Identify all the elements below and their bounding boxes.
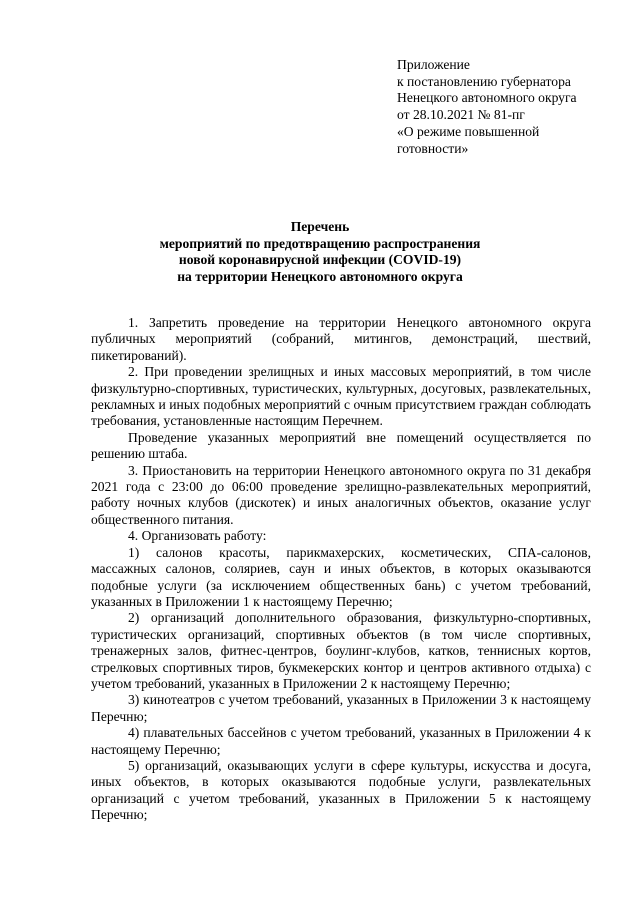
appendix-line: Приложение (397, 57, 470, 72)
list-item-1: 1) салонов красоты, парикмахерских, косметических, СПА-салонов, массажных салонов, соляриев, саун и иных объектов, в которых оказываются подобные услуги (за исключением общественных бань) с учетом требований, указанных в Приложении 1 к настоящему Перечню; (91, 544, 591, 609)
title-line: на территории Ненецкого автономного округа (177, 268, 463, 284)
appendix-line: готовности» (397, 140, 469, 156)
paragraph-4: 4. Организовать работу: (128, 528, 267, 544)
title-line: Перечень (290, 219, 350, 234)
appendix-line: от 28.10.2021 № 81-пг (397, 107, 525, 123)
appendix-line: Ненецкого автономного округа (397, 90, 577, 106)
title-line: новой коронавирусной инфекции (COVID-19) (178, 252, 462, 268)
list-item-5: 5) организаций, оказывающих услуги в сфере культуры, искусства и досуга, иных объектов, в которых оказываются подобные услуги, развлекательных организаций с учетом требований, указанных в Приложении 5 к настоящему Перечню; (91, 757, 591, 823)
list-item-3: 3) кинотеатров с учетом требований, указанных в Приложении 3 к настоящему Перечню; (91, 692, 591, 724)
appendix-line: к постановлению губернатора (397, 73, 571, 89)
paragraph-3: 3. Приостановить на территории Ненецкого автономного округа по 31 декабря 2021 года с 23:00 до 06:00 проведение зрелищно-развлекательных мероприятий, работу ночных клубов (дискотек) и иных аналогичных объектов, оказание услуг общественного питания. (91, 462, 591, 527)
title-line: мероприятий по предотвращению распространения (159, 235, 481, 251)
paragraph-1: 1. Запретить проведение на территории Ненецкого автономного округа публичных мероприятий (собраний, митингов, демонстраций, шествий, пикетирований). (91, 315, 591, 363)
appendix-header (397, 57, 607, 157)
document-title (0, 219, 640, 285)
paragraph-2-note: Проведение указанных мероприятий вне помещений осуществляется по решению штаба. (91, 429, 591, 462)
paragraph-2: 2. При проведении зрелищных и иных массовых мероприятий, в том числе физкультурно-спортивных, туристических, культурных, досуговых, развлекательных, рекламных и иных подобных мероприятий с очным присутствием граждан соблюдать требования, установленные настоящим Перечнем. (91, 364, 591, 429)
list-item-2: 2) организаций дополнительного образования, физкультурно-спортивных, туристических организаций, спортивных объектов (в том числе спортивных, тренажерных залов, фитнес-центров, боулинг-клубов, катков, теннисных кортов, стрелковых спортивных тиров, букмекерских контор и центров активного отдыха) с учетом требований, указанных в Приложении 2 к настоящему Перечню; (91, 610, 591, 691)
list-item-4: 4) плавательных бассейнов с учетом требований, указанных в Приложении 4 к настоящему Перечню; (91, 725, 591, 757)
document-body (91, 315, 591, 824)
appendix-line: «О режиме повышенной (397, 123, 540, 139)
